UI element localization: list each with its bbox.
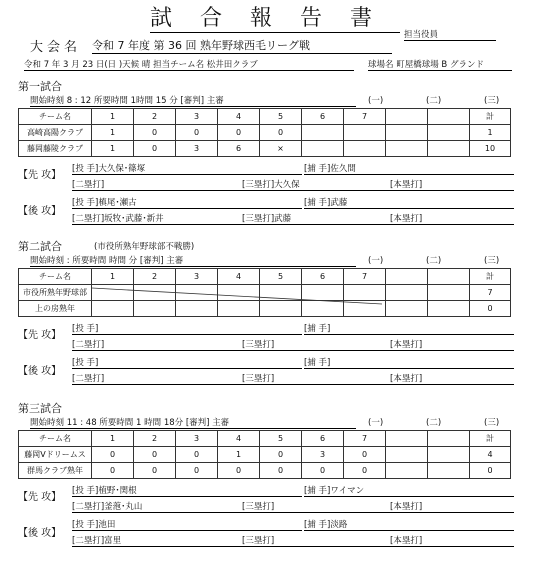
umpire-slot: (二) [426, 96, 442, 106]
table-header-cell: 4 [218, 269, 260, 285]
info-line: 令和 7 年 3 月 23 日(日 )天候 晴 担当チーム名 松井田クラブ [24, 58, 354, 71]
team-name-cell: 藤岡Vドリームス [19, 447, 92, 463]
senkou-label: 【先 攻】 [18, 492, 62, 503]
senkou-pitcher: [投 手]大久保･篠塚 [72, 162, 302, 175]
senkou-hr: [本塁打] [390, 500, 514, 513]
table-header-cell: 7 [344, 109, 386, 125]
team-name-cell: 市役所熟年野球部 [19, 285, 92, 301]
table-header-cell: 1 [92, 269, 134, 285]
koukou-hr: [本塁打] [390, 534, 514, 547]
table-header-cell [428, 109, 470, 125]
team-name-cell: 上の房熟年 [19, 301, 92, 317]
score-cell [386, 447, 428, 463]
table-header-cell: 2 [134, 431, 176, 447]
score-cell: 0 [92, 447, 134, 463]
score-cell: 0 [176, 447, 218, 463]
game-title: 第三試合 [18, 402, 62, 415]
total-cell: 0 [470, 463, 511, 479]
table-header-cell: 4 [218, 431, 260, 447]
score-cell: 3 [176, 141, 218, 157]
table-header-cell: 6 [302, 431, 344, 447]
table-row [19, 125, 511, 141]
senkou-pitcher: [投 手]植野･関根 [72, 484, 302, 497]
koukou-hr: [本塁打] [390, 372, 514, 385]
score-cell [428, 301, 470, 317]
senkou-label: 【先 攻】 [18, 170, 62, 181]
table-header-cell: チーム名 [19, 109, 92, 125]
score-cell [302, 125, 344, 141]
table-header-cell: 計 [470, 109, 511, 125]
senkou-3b: [三塁打] [242, 338, 390, 351]
score-cell: 3 [302, 447, 344, 463]
table-header-row [19, 269, 511, 285]
umpire-slot: (二) [426, 418, 442, 428]
meet-name: 令和 7 年度 第 36 回 熟年野球西毛リーグ戦 [92, 37, 392, 54]
score-cell: 0 [176, 463, 218, 479]
total-cell: 7 [470, 285, 511, 301]
senkou-3b: [三塁打] [242, 500, 390, 513]
score-cell: 1 [218, 447, 260, 463]
score-cell: × [260, 141, 302, 157]
table-header-cell: 3 [176, 431, 218, 447]
score-cell: 0 [134, 463, 176, 479]
umpire-slot: (一) [368, 256, 384, 266]
score-cell [428, 141, 470, 157]
senkou-catcher: [捕 手]ワイマン [304, 484, 514, 497]
koukou-3b: [三塁打] [242, 372, 390, 385]
table-header-cell: 3 [176, 109, 218, 125]
table-header-cell [386, 431, 428, 447]
score-table [18, 108, 511, 157]
umpire-slot: (二) [426, 256, 442, 266]
score-table [18, 430, 511, 479]
game-title: 第二試合 [18, 240, 62, 253]
team-name-cell: 群馬クラブ熟年 [19, 463, 92, 479]
score-cell [302, 141, 344, 157]
start-line: 開始時刻 11 : 48 所要時間 1 時間 18分 [審判] 主審 [30, 416, 356, 429]
score-cell [386, 141, 428, 157]
table-header-cell: 5 [260, 431, 302, 447]
meet-prefix: 大会名 [30, 40, 82, 55]
table-header-cell: チーム名 [19, 431, 92, 447]
score-cell: 0 [134, 125, 176, 141]
score-cell: 0 [344, 447, 386, 463]
start-line: 開始時刻 : 所要時間 時間 分 [審判] 主審 [30, 254, 356, 267]
table-header-cell: 7 [344, 269, 386, 285]
table-header-cell [428, 431, 470, 447]
score-cell: 0 [260, 125, 302, 141]
senkou-label: 【先 攻】 [18, 330, 62, 341]
score-cell: 0 [134, 447, 176, 463]
table-header-cell: 7 [344, 431, 386, 447]
koukou-pitcher: [投 手]槙尾･瀬古 [72, 196, 302, 209]
score-cell: 0 [260, 447, 302, 463]
score-cell [386, 125, 428, 141]
koukou-hr: [本塁打] [390, 212, 514, 225]
score-cell [386, 463, 428, 479]
table-header-cell: 4 [218, 109, 260, 125]
table-header-cell: 5 [260, 269, 302, 285]
senkou-catcher: [捕 手] [304, 322, 514, 335]
score-cell: 6 [218, 141, 260, 157]
score-cell [428, 285, 470, 301]
total-cell: 1 [470, 125, 511, 141]
koukou-catcher: [捕 手]淡路 [304, 518, 514, 531]
senkou-pitcher: [投 手] [72, 322, 302, 335]
koukou-pitcher: [投 手] [72, 356, 302, 369]
koukou-3b: [三塁打]武藤 [242, 212, 390, 225]
score-cell [428, 125, 470, 141]
senkou-hr: [本塁打] [390, 178, 514, 191]
koukou-catcher: [捕 手]武藤 [304, 196, 514, 209]
table-row [19, 463, 511, 479]
table-header-row [19, 431, 511, 447]
senkou-2b: [二塁打]釜萢･丸山 [72, 500, 242, 513]
table-header-cell: 3 [176, 269, 218, 285]
score-cell [386, 301, 428, 317]
table-header-cell [386, 269, 428, 285]
table-header-row [19, 109, 511, 125]
table-header-cell: チーム名 [19, 269, 92, 285]
table-row [19, 141, 511, 157]
game-note: (市役所熟年野球部不戦勝) [94, 242, 195, 252]
table-header-cell [386, 109, 428, 125]
score-cell: 0 [302, 463, 344, 479]
koukou-2b: [二塁打]富里 [72, 534, 242, 547]
score-cell: 0 [218, 125, 260, 141]
score-cell [428, 463, 470, 479]
score-cell [344, 125, 386, 141]
koukou-label: 【後 攻】 [18, 528, 62, 539]
senkou-3b: [三塁打]大久保 [242, 178, 390, 191]
table-header-cell: 6 [302, 269, 344, 285]
table-header-cell: 計 [470, 269, 511, 285]
team-name-cell: 藤岡藤陵クラブ [19, 141, 92, 157]
total-cell: 10 [470, 141, 511, 157]
forfeit-strike [92, 286, 382, 306]
game-title: 第一試合 [18, 80, 62, 93]
table-header-cell: 2 [134, 269, 176, 285]
umpire-slot: (一) [368, 418, 384, 428]
senkou-2b: [二塁打] [72, 178, 242, 191]
team-name-cell: 高崎高陽クラブ [19, 125, 92, 141]
umpire-slot: (三) [484, 96, 500, 106]
total-cell: 4 [470, 447, 511, 463]
umpire-slot: (三) [484, 418, 500, 428]
umpire-slot: (一) [368, 96, 384, 106]
score-cell [428, 447, 470, 463]
koukou-2b: [二塁打]坂牧･武藤･新井 [72, 212, 242, 225]
koukou-3b: [三塁打] [242, 534, 390, 547]
table-header-cell [428, 269, 470, 285]
score-cell: 0 [92, 463, 134, 479]
senkou-catcher: [捕 手]佐久間 [304, 162, 514, 175]
koukou-2b: [二塁打] [72, 372, 242, 385]
score-cell: 1 [92, 141, 134, 157]
table-row [19, 447, 511, 463]
senkou-hr: [本塁打] [390, 338, 514, 351]
table-header-cell: 5 [260, 109, 302, 125]
score-cell [386, 285, 428, 301]
koukou-catcher: [捕 手] [304, 356, 514, 369]
table-header-cell: 計 [470, 431, 511, 447]
koukou-label: 【後 攻】 [18, 206, 62, 217]
officer-label: 担当役員 [404, 28, 496, 41]
koukou-pitcher: [投 手]池田 [72, 518, 302, 531]
table-header-cell: 1 [92, 109, 134, 125]
table-header-cell: 1 [92, 431, 134, 447]
score-cell: 0 [134, 141, 176, 157]
table-header-cell: 2 [134, 109, 176, 125]
senkou-2b: [二塁打] [72, 338, 242, 351]
page-title: 試合報告書 [150, 6, 401, 31]
score-cell: 1 [92, 125, 134, 141]
score-cell: 0 [344, 463, 386, 479]
venue-line: 球場名 町屋橋球場 B グランド [368, 58, 512, 71]
score-cell [344, 141, 386, 157]
strike-line [92, 288, 382, 304]
umpire-slot: (三) [484, 256, 500, 266]
start-line: 開始時刻 8 : 12 所要時間 1時間 15 分 [審判] 主審 [30, 94, 356, 107]
koukou-label: 【後 攻】 [18, 366, 62, 377]
table-header-cell: 6 [302, 109, 344, 125]
total-cell: 0 [470, 301, 511, 317]
score-cell: 0 [176, 125, 218, 141]
score-cell: 0 [260, 463, 302, 479]
score-cell: 0 [218, 463, 260, 479]
